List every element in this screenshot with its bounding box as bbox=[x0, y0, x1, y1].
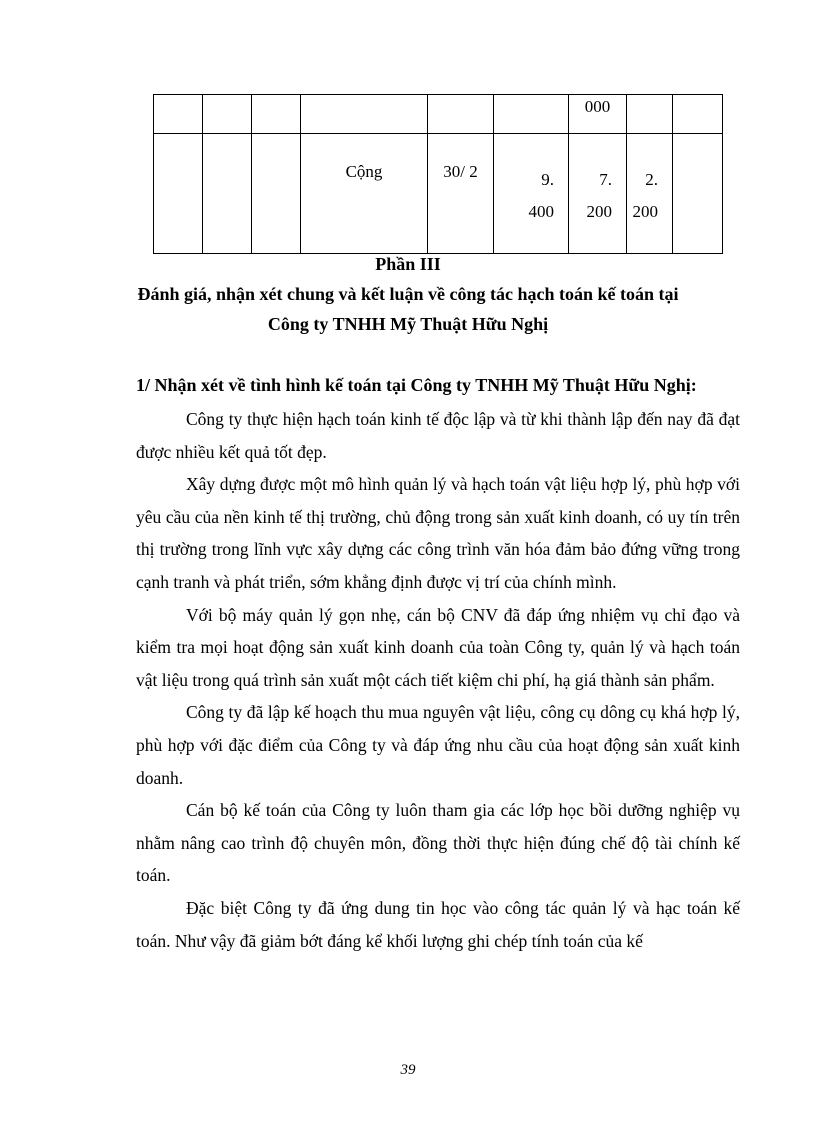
table-row-total bbox=[154, 134, 723, 254]
section-body bbox=[136, 403, 740, 957]
table-row bbox=[154, 95, 723, 134]
paragraph: Với bộ máy quản lý gọn nhẹ, cán bộ CNV đã đáp ứng nhiệm vụ chỉ đạo và kiểm tra mọi hoạt động sản xuất kinh doanh của toàn Công ty, quản lý và hạch toán vật liệu trong quá trình sản xuất một cách tiết kiệm chi phí, hạ giá thành sản phẩm. bbox=[136, 604, 740, 690]
table-cell bbox=[673, 134, 723, 254]
paragraph: Cán bộ kế toán của Công ty luôn tham gia các lớp học bồi dưỡng nghiệp vụ nhằm nâng cao trình độ chuyên môn, đồng thời thực hiện đúng chế độ tài chính kế toán. bbox=[136, 800, 740, 886]
total-col-b-line1: 7. bbox=[599, 170, 612, 189]
total-col-b-line2: 200 bbox=[586, 202, 612, 221]
table-cell bbox=[154, 134, 203, 254]
table-cell bbox=[252, 134, 301, 254]
ledger-table bbox=[153, 94, 723, 254]
page-number: 39 bbox=[400, 1062, 416, 1078]
table-cell bbox=[252, 95, 301, 134]
total-col-b bbox=[569, 134, 627, 254]
total-col-c bbox=[627, 134, 673, 254]
paragraph: Xây dựng được một mô hình quản lý và hạch toán vật liệu hợp lý, phù hợp với yêu cầu của nền kinh tế thị trường, chủ động trong sản xuất kinh doanh, có uy tín trên thị trường trong lĩnh vực xây dựng các công trình văn hóa đảm bảo đứng vững trong cạnh tranh và phát triển, sớm khẳng định được vị trí của chính mình. bbox=[136, 474, 740, 592]
total-date: 30/ 2 bbox=[428, 134, 494, 254]
table-cell bbox=[301, 95, 428, 134]
table-cell bbox=[154, 95, 203, 134]
table-cell bbox=[494, 95, 569, 134]
total-col-a-line2: 400 bbox=[528, 202, 554, 221]
total-col-c-line1: 2. bbox=[645, 170, 658, 189]
table-cell bbox=[203, 134, 252, 254]
table-cell bbox=[428, 95, 494, 134]
section-heading: 1/ Nhận xét về tình hình kế toán tại Công ty TNHH Mỹ Thuật Hữu Nghị: bbox=[136, 375, 697, 395]
ledger-table-fragment bbox=[153, 94, 722, 254]
total-col-a-line1: 9. bbox=[541, 170, 554, 189]
paragraph: Công ty đã lập kế hoạch thu mua nguyên vật liệu, công cụ dông cụ khá hợp lý, phù hợp với đặc điểm của Công ty và đáp ứng nhu cầu của hoạt động sản xuất kinh doanh. bbox=[136, 702, 740, 788]
total-col-a bbox=[494, 134, 569, 254]
part-title: Phần III bbox=[375, 254, 441, 274]
part-subtitle-line2: Công ty TNHH Mỹ Thuật Hữu Nghị bbox=[267, 314, 549, 334]
paragraph: Đặc biệt Công ty đã ứng dung tin học vào công tác quản lý và hạc toán kế toán. Như vậy đã giảm bớt đáng kể khối lượng ghi chép tính toán của kế bbox=[136, 897, 740, 951]
table-cell bbox=[673, 95, 723, 134]
table-cell bbox=[627, 95, 673, 134]
table-cell bbox=[203, 95, 252, 134]
total-label: Cộng bbox=[301, 134, 428, 254]
amount-tail-cell: 000 bbox=[569, 95, 627, 134]
part-subtitle-line1: Đánh giá, nhận xét chung và kết luận về công tác hạch toán kế toán tại bbox=[137, 284, 679, 304]
paragraph: Công ty thực hiện hạch toán kinh tế độc lập và từ khi thành lập đến nay đã đạt được nhiều kết quả tốt đẹp. bbox=[136, 409, 740, 462]
total-col-c-line2: 200 bbox=[632, 202, 658, 221]
